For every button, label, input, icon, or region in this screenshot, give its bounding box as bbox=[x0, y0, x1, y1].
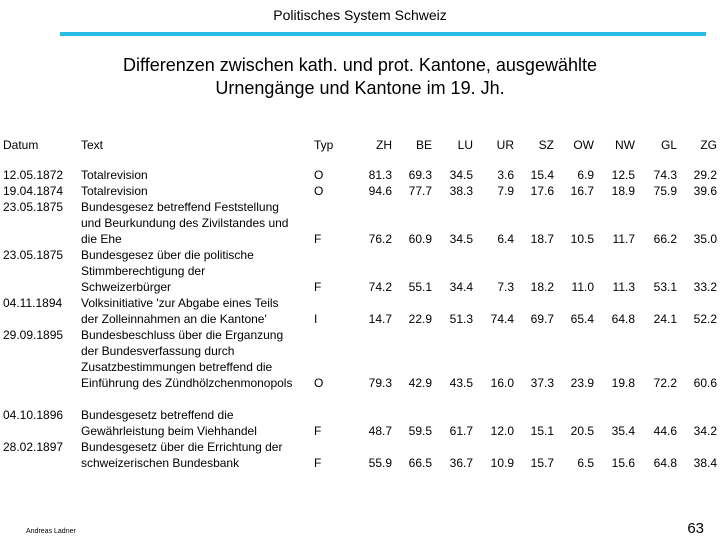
row-value-ur: 16.0 bbox=[490, 376, 514, 390]
row-value-ur: 7.3 bbox=[497, 280, 514, 294]
row-value-be: 55.1 bbox=[408, 280, 432, 294]
column-header-ow: OW bbox=[573, 138, 594, 152]
row-value-sz: 37.3 bbox=[530, 376, 554, 390]
row-value-sz: 18.2 bbox=[530, 280, 554, 294]
row-value-zg: 39.6 bbox=[693, 184, 717, 198]
row-value-lu: 43.5 bbox=[449, 376, 473, 390]
row-value-sz: 17.6 bbox=[530, 184, 554, 198]
row-text-line: der Bundesverfassung durch bbox=[81, 344, 235, 358]
row-text-line: der Zolleinnahmen an die Kantone' bbox=[81, 312, 267, 326]
row-value-nw: 19.8 bbox=[611, 376, 635, 390]
row-date: 23.05.1875 bbox=[3, 200, 64, 214]
row-value-ow: 23.9 bbox=[570, 376, 594, 390]
row-text-line: Schweizerbürger bbox=[81, 280, 172, 294]
page-number: 63 bbox=[687, 520, 704, 537]
row-value-gl: 64.8 bbox=[653, 456, 677, 470]
row-typ: F bbox=[314, 456, 322, 470]
row-value-zh: 79.3 bbox=[368, 376, 392, 390]
row-value-be: 77.7 bbox=[408, 184, 432, 198]
row-value-zg: 52.2 bbox=[693, 312, 717, 326]
row-text-line: Bundesgesez betreffend Feststellung bbox=[81, 200, 279, 214]
row-value-lu: 61.7 bbox=[449, 424, 473, 438]
row-value-sz: 18.7 bbox=[530, 232, 554, 246]
row-value-be: 69.3 bbox=[408, 168, 432, 182]
row-value-sz: 15.7 bbox=[530, 456, 554, 470]
row-value-gl: 74.3 bbox=[653, 168, 677, 182]
row-value-ow: 10.5 bbox=[570, 232, 594, 246]
row-value-zg: 60.6 bbox=[693, 376, 717, 390]
row-value-be: 42.9 bbox=[408, 376, 432, 390]
row-value-ow: 65.4 bbox=[570, 312, 594, 326]
row-value-gl: 44.6 bbox=[653, 424, 677, 438]
row-typ: O bbox=[314, 168, 324, 182]
row-value-nw: 18.9 bbox=[611, 184, 635, 198]
row-value-gl: 24.1 bbox=[653, 312, 677, 326]
row-text-line: Stimmberechtigung der bbox=[81, 264, 206, 278]
row-value-ur: 6.4 bbox=[497, 232, 514, 246]
row-text-line: Bundesbeschluss über die Erganzung bbox=[81, 328, 284, 342]
row-value-nw: 11.3 bbox=[612, 280, 635, 294]
row-typ: I bbox=[314, 312, 318, 326]
row-value-zh: 14.7 bbox=[368, 312, 392, 326]
column-header-gl: GL bbox=[660, 138, 677, 152]
row-value-zg: 29.2 bbox=[693, 168, 717, 182]
row-value-ow: 6.5 bbox=[577, 456, 594, 470]
column-header-datum: Datum bbox=[3, 138, 39, 152]
row-value-ow: 20.5 bbox=[570, 424, 594, 438]
row-value-nw: 15.6 bbox=[611, 456, 635, 470]
column-header-nw: NW bbox=[615, 138, 635, 152]
column-header-lu: LU bbox=[457, 138, 473, 152]
author-footer: Andreas Ladner bbox=[26, 528, 76, 535]
row-typ: O bbox=[314, 376, 324, 390]
row-value-be: 60.9 bbox=[408, 232, 432, 246]
row-value-zg: 33.2 bbox=[693, 280, 717, 294]
column-header-sz: SZ bbox=[538, 138, 554, 152]
header-title: Politisches System Schweiz bbox=[273, 7, 447, 23]
row-value-ur: 10.9 bbox=[490, 456, 514, 470]
row-value-nw: 12.5 bbox=[611, 168, 635, 182]
row-value-ur: 12.0 bbox=[490, 424, 514, 438]
row-date: 04.11.1894 bbox=[3, 296, 63, 310]
row-value-be: 59.5 bbox=[408, 424, 432, 438]
row-text-line: Bundesgesetz über die Errichtung der bbox=[81, 440, 283, 454]
row-value-nw: 35.4 bbox=[611, 424, 635, 438]
column-header-text: Text bbox=[81, 138, 104, 152]
row-value-zh: 55.9 bbox=[368, 456, 392, 470]
row-date: 04.10.1896 bbox=[3, 408, 64, 422]
row-value-ur: 74.4 bbox=[490, 312, 514, 326]
row-value-gl: 53.1 bbox=[653, 280, 677, 294]
row-value-ow: 16.7 bbox=[570, 184, 594, 198]
row-value-zh: 48.7 bbox=[368, 424, 392, 438]
row-value-ur: 7.9 bbox=[497, 184, 514, 198]
row-value-zg: 38.4 bbox=[693, 456, 717, 470]
row-text-line: schweizerischen Bundesbank bbox=[81, 456, 240, 470]
row-value-gl: 66.2 bbox=[653, 232, 677, 246]
row-value-zh: 74.2 bbox=[368, 280, 392, 294]
row-value-gl: 72.2 bbox=[653, 376, 677, 390]
row-value-ow: 11.0 bbox=[571, 280, 594, 294]
row-text-line: Bundesgesetz betreffend die bbox=[81, 408, 234, 422]
column-header-be: BE bbox=[415, 138, 432, 152]
row-date: 19.04.1874 bbox=[3, 184, 64, 198]
row-value-lu: 34.5 bbox=[449, 232, 473, 246]
row-value-zh: 76.2 bbox=[368, 232, 392, 246]
column-header-ur: UR bbox=[496, 138, 514, 152]
row-date: 28.02.1897 bbox=[3, 440, 64, 454]
row-value-lu: 34.5 bbox=[449, 168, 473, 182]
row-text-line: und Beurkundung des Zivilstandes und bbox=[81, 216, 289, 230]
row-typ: O bbox=[314, 184, 324, 198]
row-value-zh: 94.6 bbox=[368, 184, 392, 198]
row-value-sz: 15.1 bbox=[530, 424, 554, 438]
row-value-zg: 35.0 bbox=[693, 232, 717, 246]
row-value-sz: 69.7 bbox=[530, 312, 554, 326]
row-date: 23.05.1875 bbox=[3, 248, 64, 262]
column-header-typ: Typ bbox=[314, 138, 334, 152]
row-value-ur: 3.6 bbox=[497, 168, 514, 182]
row-text-line: Totalrevision bbox=[81, 184, 148, 198]
row-text-line: Gewährleistung beim Viehhandel bbox=[81, 424, 257, 438]
slide-title-line-2: Urnengänge und Kantone im 19. Jh. bbox=[215, 78, 505, 98]
slide-title-line-1: Differenzen zwischen kath. und prot. Kantone, ausgewählte bbox=[123, 55, 597, 75]
row-typ: F bbox=[314, 232, 322, 246]
row-value-lu: 34.4 bbox=[449, 280, 473, 294]
row-text-line: Einführung des Zündhölzchenmonopols bbox=[81, 376, 293, 390]
row-typ: F bbox=[314, 424, 322, 438]
row-value-zg: 34.2 bbox=[693, 424, 717, 438]
row-text-line: Zusatzbestimmungen betreffend die bbox=[81, 360, 273, 374]
row-text-line: Totalrevision bbox=[81, 168, 148, 182]
row-value-be: 66.5 bbox=[408, 456, 432, 470]
row-value-gl: 75.9 bbox=[653, 184, 677, 198]
column-header-zg: ZG bbox=[700, 138, 717, 152]
row-value-zh: 81.3 bbox=[368, 168, 392, 182]
row-value-lu: 51.3 bbox=[449, 312, 473, 326]
row-value-sz: 15.4 bbox=[530, 168, 554, 182]
row-text-line: die Ehe bbox=[81, 232, 122, 246]
row-value-nw: 11.7 bbox=[612, 232, 635, 246]
row-date: 12.05.1872 bbox=[3, 168, 64, 182]
row-date: 29.09.1895 bbox=[3, 328, 64, 342]
row-value-be: 22.9 bbox=[408, 312, 432, 326]
row-value-lu: 38.3 bbox=[449, 184, 473, 198]
column-header-zh: ZH bbox=[376, 138, 392, 152]
row-text-line: Volksinitiative 'zur Abgabe eines Teils bbox=[81, 296, 279, 310]
row-value-ow: 6.9 bbox=[577, 168, 594, 182]
row-value-lu: 36.7 bbox=[449, 456, 473, 470]
row-value-nw: 64.8 bbox=[611, 312, 635, 326]
row-typ: F bbox=[314, 280, 322, 294]
row-text-line: Bundesgesez über die politische bbox=[81, 248, 254, 262]
